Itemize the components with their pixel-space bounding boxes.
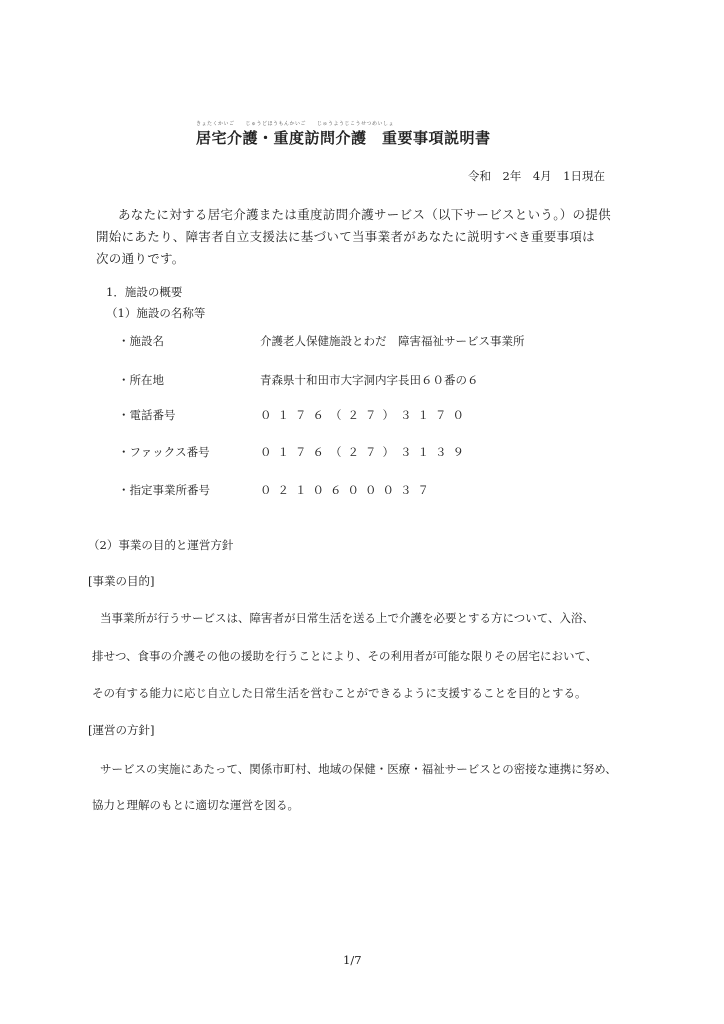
address-value: 青森県十和田市大字洞内字長田６０番の６ <box>260 373 479 387</box>
section-2-heading: （2）事業の目的と運営方針 <box>88 538 234 552</box>
section-1-heading: 1．施設の概要 <box>106 285 183 299</box>
address-label: ・所在地 <box>118 373 164 387</box>
fax-value: ０１７６（２７）３１３９ <box>260 445 470 459</box>
policy-line-2: 協力と理解のもとに適切な運営を図る。 <box>92 798 299 812</box>
document-date: 令和 2年 4月 1日現在 <box>468 169 605 183</box>
page-number: 1/7 <box>343 953 362 967</box>
business-number-label: ・指定事業所番号 <box>118 483 210 497</box>
intro-line-2: 開始にあたり、障害者自立支援法に基づいて当事業者があなたに説明すべき重要事項は <box>96 229 595 244</box>
phone-label: ・電話番号 <box>118 408 176 422</box>
document-title: 居宅介護・重度訪問介護 重要事項説明書 <box>196 129 491 147</box>
purpose-line-2: 排せつ、食事の介護その他の援助を行うことにより、その利用者が可能な限りその居宅において、 <box>92 649 598 663</box>
policy-label: [運営の方針] <box>88 723 155 737</box>
phone-value: ０１７６（２７）３１７０ <box>260 408 470 422</box>
section-1-subheading: （1）施設の名称等 <box>106 306 206 320</box>
facility-name-value: 介護老人保健施設とわだ 障害福祉サービス事業所 <box>260 334 525 348</box>
purpose-line-1: 当事業所が行うサービスは、障害者が日常生活を送る上で介護を必要とする方について、入浴、 <box>100 611 595 625</box>
purpose-label: [事業の目的] <box>88 574 155 588</box>
purpose-line-3: その有する能力に応じ自立した日常生活を営むことができるように支援することを目的とする。 <box>92 686 587 700</box>
title-ruby: きょたくかいご じゅうどほうもんかいご じゅうようじこうせつめいしょ <box>196 121 395 127</box>
business-number-value: ０２１０６０００３７ <box>260 483 435 497</box>
policy-line-1: サービスの実施にあたって、関係市町村、地域の保健・医療・福祉サービスとの密接な連携に努め、 <box>100 762 617 776</box>
facility-name-label: ・施設名 <box>118 334 164 348</box>
intro-line-3: 次の通りです。 <box>96 251 185 266</box>
intro-line-1: あなたに対する居宅介護または重度訪問介護サービス（以下サービスという。）の提供 <box>118 207 611 222</box>
fax-label: ・ファックス番号 <box>118 445 210 459</box>
